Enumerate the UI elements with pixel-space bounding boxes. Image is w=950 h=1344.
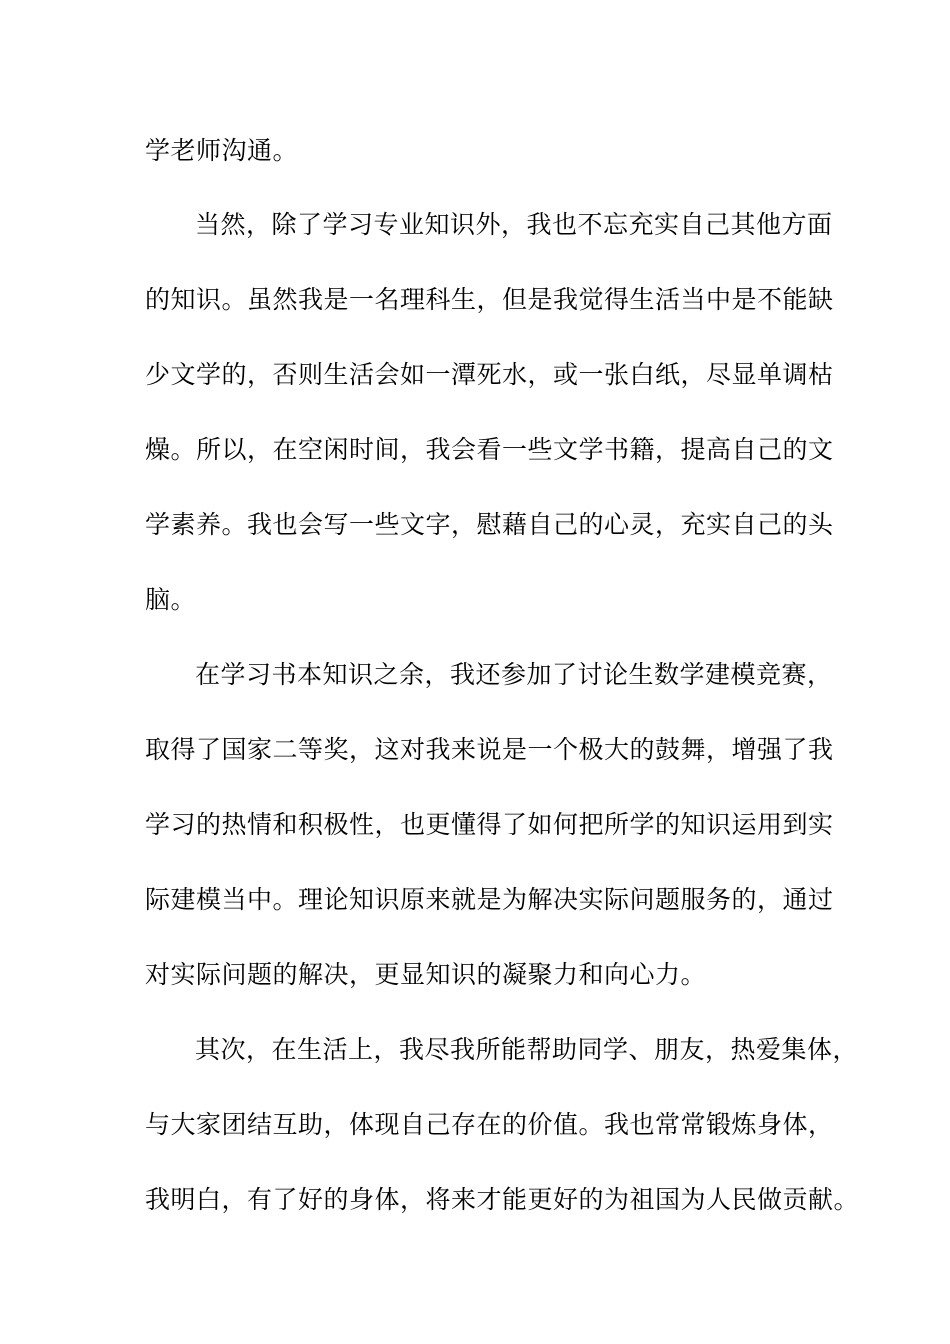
- text-line: 脑。: [145, 585, 197, 614]
- text-line: 学老师沟通。: [145, 136, 299, 165]
- text-line: 我明白，有了好的身体，将来才能更好的为祖国为人民做贡献。: [145, 1185, 860, 1214]
- text-line: 的知识。虽然我是一名理科生，但是我觉得生活当中是不能缺: [145, 285, 834, 314]
- text-line: 少文学的，否则生活会如一潭死水，或一张白纸，尽显单调枯: [145, 360, 834, 389]
- text-line: 燥。所以，在空闲时间，我会看一些文学书籍，提高自己的文: [145, 435, 834, 464]
- text-line: 取得了国家二等奖，这对我来说是一个极大的鼓舞，增强了我: [145, 735, 834, 764]
- text-line: 与大家团结互助，体现自己存在的价值。我也常常锻炼身体，: [145, 1110, 834, 1139]
- text-line: 际建模当中。理论知识原来就是为解决实际问题服务的，通过: [145, 885, 834, 914]
- paragraph-first-line: 在学习书本知识之余，我还参加了讨论生数学建模竞赛，: [195, 660, 833, 689]
- paragraph-first-line: 其次，在生活上，我尽我所能帮助同学、朋友，热爱集体，: [195, 1035, 859, 1064]
- text-line: 学习的热情和积极性，也更懂得了如何把所学的知识运用到实: [145, 810, 834, 839]
- paragraph-first-line: 当然，除了学习专业知识外，我也不忘充实自己其他方面: [195, 210, 833, 239]
- text-line: 对实际问题的解决，更显知识的凝聚力和向心力。: [145, 960, 707, 989]
- text-line: 学素养。我也会写一些文字，慰藉自己的心灵，充实自己的头: [145, 510, 834, 539]
